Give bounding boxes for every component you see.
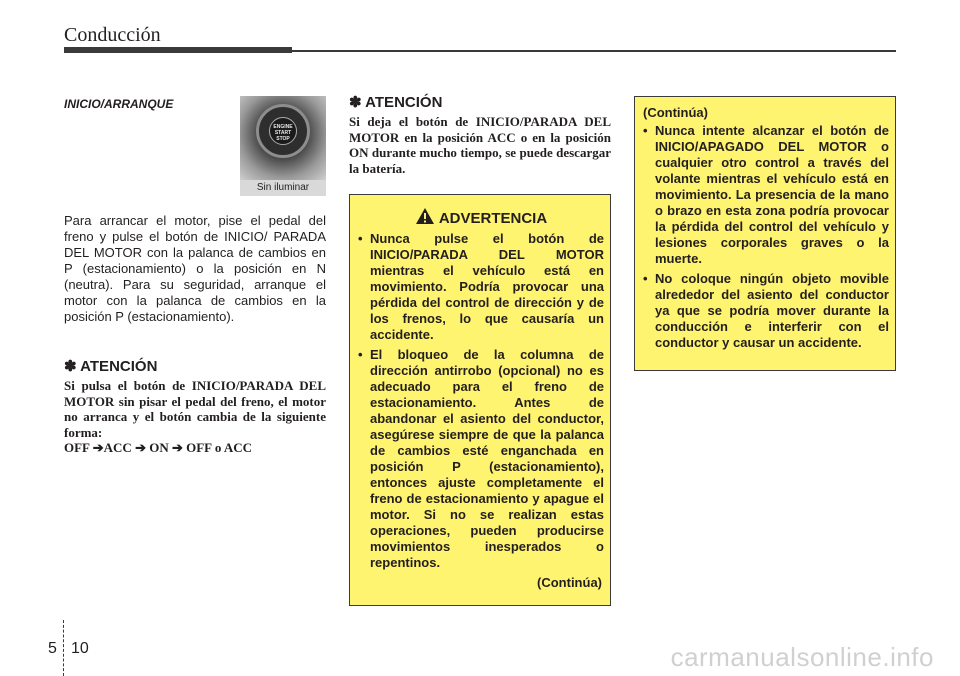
section-number: 5 xyxy=(48,640,57,657)
footer-divider xyxy=(63,620,64,676)
warning-item-text: No coloque ningún objeto movible alrededor del asiento del conductor ya que se podría mover durante la conducción e interferir con el conductor y causar un accidente. xyxy=(655,271,889,350)
warning-title xyxy=(350,207,612,227)
bullet: • xyxy=(643,271,648,286)
bullet: • xyxy=(358,347,363,362)
continued-title: (Continúa) xyxy=(643,105,708,120)
attention-heading: ✽ ATENCIÓN xyxy=(64,358,158,375)
button-text-line: STOP xyxy=(276,136,290,142)
start-button-ring xyxy=(256,104,310,158)
warning-box xyxy=(349,194,611,606)
warning-list xyxy=(358,231,604,575)
page-title: Conducción xyxy=(64,24,161,46)
start-button-photo xyxy=(240,96,326,196)
warning-item-text: El bloqueo de la columna de dirección antirrobo (opcional) no es adecuado para el freno de estacionamiento. Antes de abandonar el asiento del conductor, asegúrese siempre de que la palanca de cambios esté enganchada en posición P (estacionamiento), entonces ajuste completamente el freno de estacionamiento y apague el motor. Si no se realizan estas operaciones, pueden producirse movimientos inesperados o repentinos. xyxy=(370,347,604,570)
bullet: • xyxy=(358,231,363,246)
warning-item xyxy=(643,271,889,351)
section-heading: INICIO/ARRANQUE xyxy=(64,97,174,111)
page-number: 10 xyxy=(71,640,89,657)
attention-heading: ✽ ATENCIÓN xyxy=(349,94,443,111)
button-text-line: START xyxy=(274,130,292,136)
warning-triangle-icon xyxy=(415,207,435,225)
header-rule-thick xyxy=(64,47,292,53)
photo-caption: Sin iluminar xyxy=(256,182,310,193)
attention-text xyxy=(64,378,326,456)
warning-item-text: Nunca pulse el botón de INICIO/PARADA DEL MOTOR mientras el vehículo está en movimiento. Podría provocar una pérdida del control de dirección y de los frenos, lo que causaría un accidente. xyxy=(370,231,604,342)
warning-item xyxy=(358,231,604,343)
attention-body: Si pulsa el botón de INICIO/PARADA DEL MOTOR sin pisar el pedal del freno, el motor no arranca y el botón cambia de la siguiente forma: xyxy=(64,378,326,440)
attention-body: Si deja el botón de INICIO/PARADA DEL MOTOR en la posición ACC o en la posición ON durante mucho tiempo, se puede descargar la batería. xyxy=(349,114,611,176)
start-button-face xyxy=(269,117,297,145)
bullet: • xyxy=(643,123,648,138)
state-sequence: OFF ➔ACC ➔ ON ➔ OFF o ACC xyxy=(64,440,253,456)
button-text-line: ENGINE xyxy=(273,124,293,130)
warning-item-text: Nunca intente alcanzar el botón de INICIO/APAGADO DEL MOTOR o cualquier otro control a través del volante mientras el vehículo está en movimiento. La presencia de la mano o brazo en esta zona podría provocar la pérdida del control del vehículo y lesiones corporales graves o la muerte. xyxy=(655,123,889,266)
continued-label: (Continúa) xyxy=(537,575,602,590)
warning-title-text: ADVERTENCIA xyxy=(438,210,548,227)
photo-background xyxy=(240,96,326,180)
warning-item xyxy=(643,123,889,267)
warning-item xyxy=(358,347,604,571)
header-rule-thin xyxy=(292,50,896,52)
continued-list xyxy=(643,123,889,355)
body-paragraph: Para arrancar el motor, pise el pedal del freno y pulse el botón de INICIO/ PARADA DEL MOTOR con la palanca de cambios en P (estacionamiento) o la posición en N (neutra). Para su seguridad, arranque el motor con la palanca de cambios en la posición P (estacionamiento). xyxy=(64,213,326,324)
continued-warning-box xyxy=(634,96,896,371)
watermark: carmanualsonline.info xyxy=(670,642,934,672)
